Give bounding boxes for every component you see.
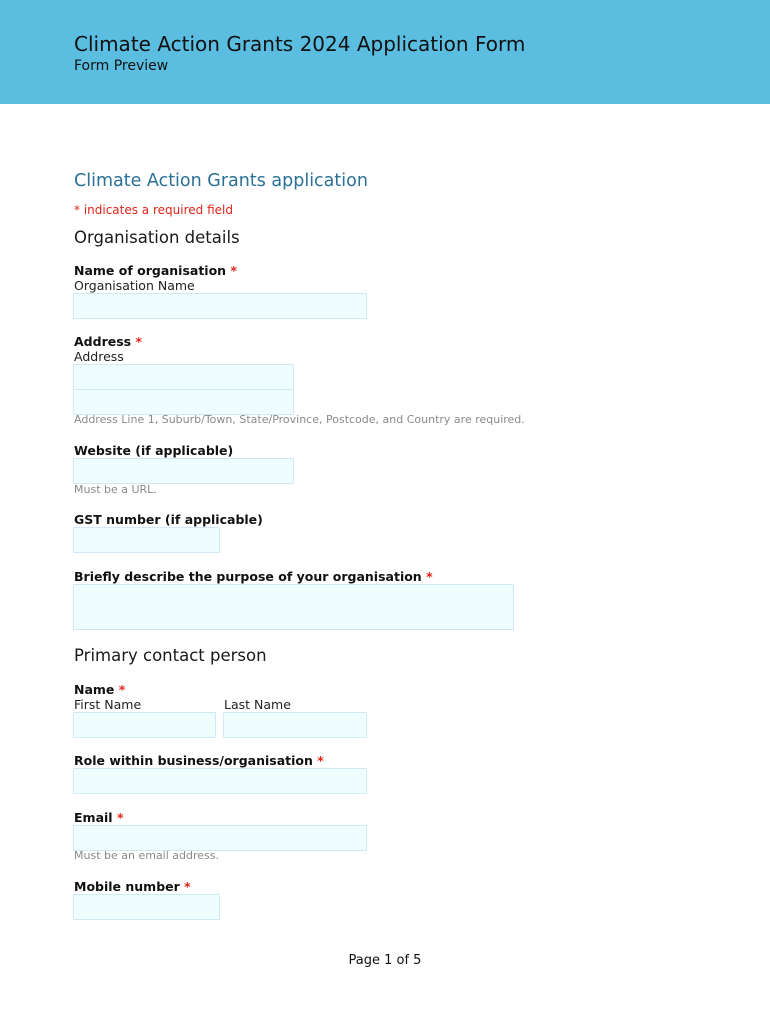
address-label-text: Address (74, 334, 132, 349)
mobile-label (74, 879, 191, 894)
first-name-sublabel: First Name (74, 697, 142, 712)
form-header-title: Climate Action Grants 2024 Application Form (74, 32, 526, 56)
website-label: Website (if applicable) (74, 443, 234, 458)
page-number: Page 1 of 5 (348, 953, 422, 968)
required-marker: * (116, 810, 124, 825)
section-heading-organisation: Organisation details (74, 228, 240, 247)
contact-name-label (74, 682, 125, 697)
first-name-input[interactable] (73, 712, 216, 738)
role-label-text: Role within business/organisation (74, 753, 313, 768)
role-label (74, 753, 324, 768)
org-name-sublabel: Organisation Name (74, 278, 195, 293)
gst-input[interactable] (73, 527, 220, 553)
form-title: Climate Action Grants application (74, 171, 368, 191)
required-field-note: * indicates a required field (74, 203, 233, 217)
purpose-label (74, 569, 433, 584)
contact-name-label-text: Name (74, 682, 115, 697)
website-input[interactable] (73, 458, 294, 484)
role-input[interactable] (73, 768, 367, 794)
address-label (74, 334, 142, 349)
email-label-text: Email (74, 810, 113, 825)
address-sublabel: Address (74, 349, 124, 364)
required-marker: * (135, 334, 142, 349)
org-name-label (74, 263, 237, 278)
org-name-input[interactable] (73, 293, 367, 319)
required-marker: * (184, 879, 191, 894)
email-label (74, 810, 123, 825)
required-marker: * (317, 753, 324, 768)
purpose-textarea[interactable] (73, 584, 514, 630)
required-marker: * (118, 682, 126, 697)
mobile-label-text: Mobile number (74, 879, 180, 894)
mobile-input[interactable] (73, 894, 220, 920)
org-name-label-text: Name of organisation (74, 263, 227, 278)
last-name-sublabel: Last Name (224, 697, 291, 712)
address-line2-input[interactable] (73, 389, 294, 415)
section-heading-contact: Primary contact person (74, 646, 267, 665)
gst-label: GST number (if applicable) (74, 512, 263, 527)
email-hint: Must be an email address. (74, 849, 220, 862)
email-input[interactable] (73, 825, 367, 851)
form-header-subtitle: Form Preview (74, 58, 169, 74)
purpose-label-text: Briefly describe the purpose of your organisation (74, 569, 422, 584)
required-marker: * (230, 263, 237, 278)
address-hint: Address Line 1, Suburb/Town, State/Province, Postcode, and Country are required. (74, 413, 525, 426)
header-banner (0, 0, 770, 104)
last-name-input[interactable] (223, 712, 367, 738)
required-marker: * (426, 569, 433, 584)
address-line1-input[interactable] (73, 364, 294, 390)
website-hint: Must be a URL. (74, 483, 157, 496)
